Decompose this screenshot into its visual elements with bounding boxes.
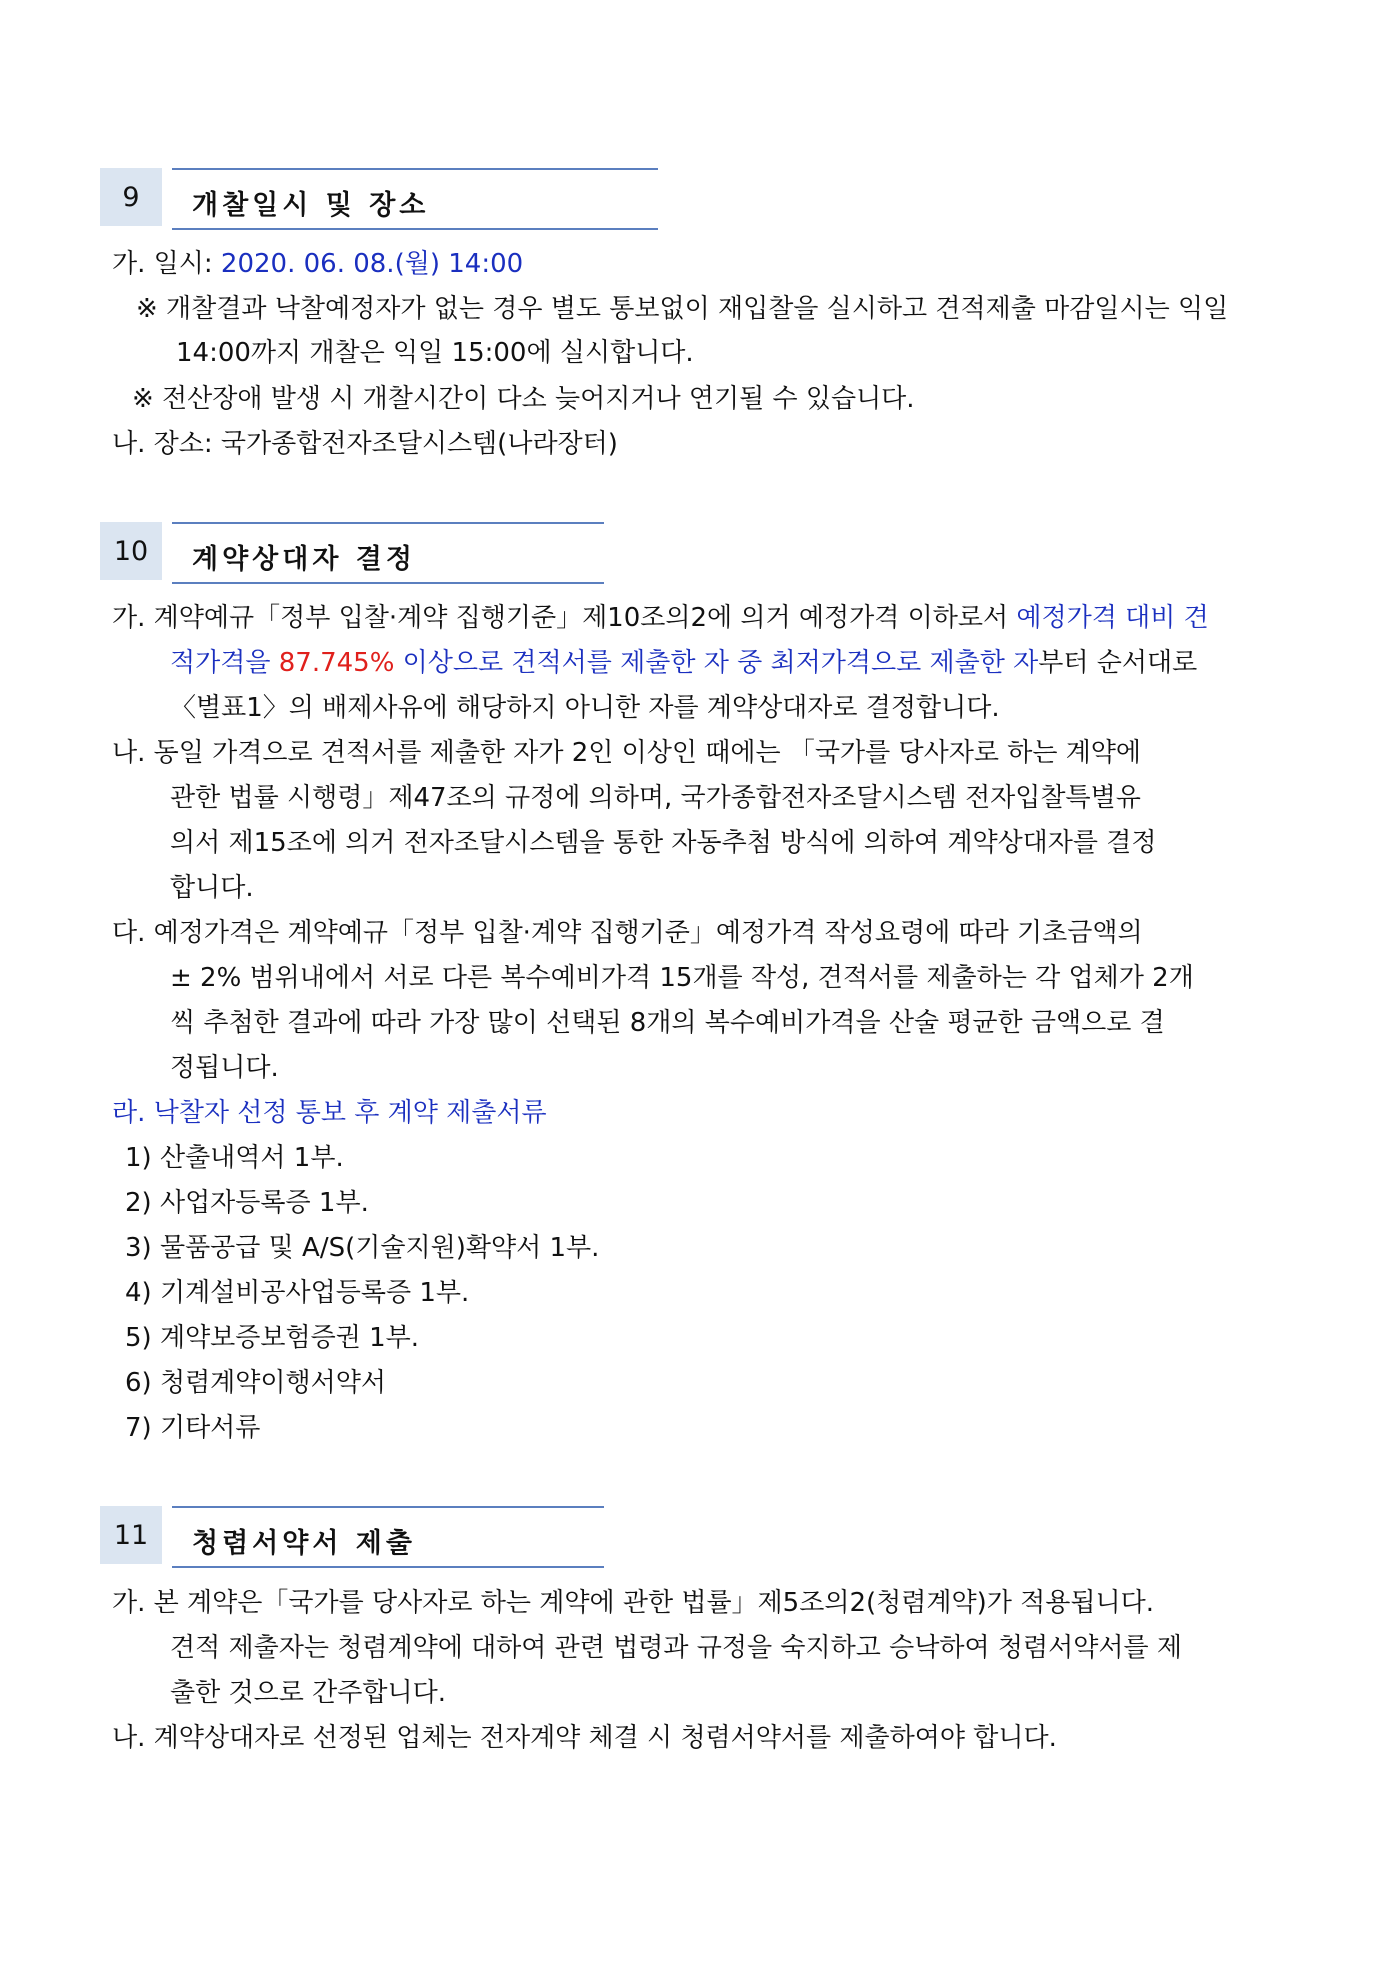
s10-a-text: 가. 계약예규「정부 입찰·계약 집행기준」제10조의2에 의거 예정가격 이하로서 [112, 603, 1017, 633]
s10-c-line2: ± 2% 범위내에서 서로 다른 복수예비가격 15개를 작성, 견적서를 제출하는 각 업체가 2개 [170, 963, 1194, 993]
section-title-frame [172, 168, 658, 230]
doc-item: 2) 사업자등록증 1부. [125, 1188, 369, 1218]
s11-b-line1: 나. 계약상대자로 선정된 업체는 전자계약 체결 시 청렴서약서를 제출하여야 합니다. [112, 1723, 1057, 1753]
doc-item: 6) 청렴계약이행서약서 [125, 1368, 386, 1398]
s9-date-label: 가. 일시: [112, 249, 221, 279]
s9-note2: ※ 전산장애 발생 시 개찰시간이 다소 늦어지거나 연기될 수 있습니다. [132, 384, 915, 414]
s10-a-text: 부터 순서대로 [1038, 648, 1198, 678]
doc-item: 5) 계약보증보험증권 1부. [125, 1323, 420, 1353]
s10-a-line2 [170, 646, 1197, 680]
section-title-frame [172, 522, 604, 584]
doc-item: 4) 기계설비공사업등록증 1부. [125, 1278, 470, 1308]
s10-a-percent: 87.745% [278, 648, 395, 678]
s9-date-value: 2020. 06. 08.(월) 14:00 [220, 249, 524, 279]
s10-c-line3: 씩 추첨한 결과에 따라 가장 많이 선택된 8개의 복수예비가격을 산술 평균한 금액으로 결 [170, 1008, 1165, 1038]
s10-c-line4: 정됩니다. [170, 1053, 279, 1083]
s9-date-line [112, 247, 523, 281]
s10-c-line1: 다. 예정가격은 계약예규「정부 입찰·계약 집행기준」예정가격 작성요령에 따라 기초금액의 [112, 918, 1143, 948]
s9-note1-line2: 14:00까지 개찰은 익일 15:00에 실시합니다. [176, 338, 694, 368]
s10-b-line2: 관한 법률 시행령」제47조의 규정에 의하며, 국가종합전자조달시스템 전자입찰특별유 [170, 783, 1141, 813]
doc-item: 1) 산출내역서 1부. [125, 1143, 344, 1173]
s10-b-line3: 의서 제15조에 의거 전자조달시스템을 통한 자동추첨 방식에 의하여 계약상대자를 결정 [170, 828, 1157, 858]
section-number: 9 [100, 168, 162, 226]
section-title: 청렴서약서 제출 [192, 1528, 416, 1559]
s11-a-line1: 가. 본 계약은「국가를 당사자로 하는 계약에 관한 법률」제5조의2(청렴계약)가 적용됩니다. [112, 1588, 1154, 1618]
section-number: 11 [100, 1506, 162, 1564]
s10-d-title: 라. 낙찰자 선정 통보 후 계약 제출서류 [112, 1098, 547, 1128]
section-number: 10 [100, 522, 162, 580]
s10-a-highlight: 예정가격 대비 견 [1016, 603, 1209, 633]
s10-a-line3: 〈별표1〉의 배제사유에 해당하지 아니한 자를 계약상대자로 결정합니다. [170, 693, 1000, 723]
section-title-frame [172, 1506, 604, 1568]
s10-b-line4: 합니다. [170, 873, 254, 903]
s9-place-line: 나. 장소: 국가종합전자조달시스템(나라장터) [112, 429, 618, 459]
s10-a-highlight: 적가격을 [170, 648, 279, 678]
s11-a-line3: 출한 것으로 간주합니다. [170, 1678, 446, 1708]
s11-a-line2: 견적 제출자는 청렴계약에 대하여 관련 법령과 규정을 숙지하고 승낙하여 청렴서약서를 제 [170, 1633, 1182, 1663]
s9-note1-line1: ※ 개찰결과 낙찰예정자가 없는 경우 별도 통보없이 재입찰을 실시하고 견적제출 마감일시는 익일 [136, 294, 1229, 324]
section-title: 계약상대자 결정 [192, 544, 416, 575]
section-title: 개찰일시 및 장소 [192, 190, 430, 221]
s10-b-line1: 나. 동일 가격으로 견적서를 제출한 자가 2인 이상인 때에는 「국가를 당사자로 하는 계약에 [112, 738, 1142, 768]
doc-item: 3) 물품공급 및 A/S(기술지원)확약서 1부. [125, 1233, 600, 1263]
doc-item: 7) 기타서류 [125, 1413, 261, 1443]
s10-a-highlight: 이상으로 견적서를 제출한 자 중 최저가격으로 제출한 자 [394, 648, 1039, 678]
s10-a-line1 [112, 601, 1209, 635]
